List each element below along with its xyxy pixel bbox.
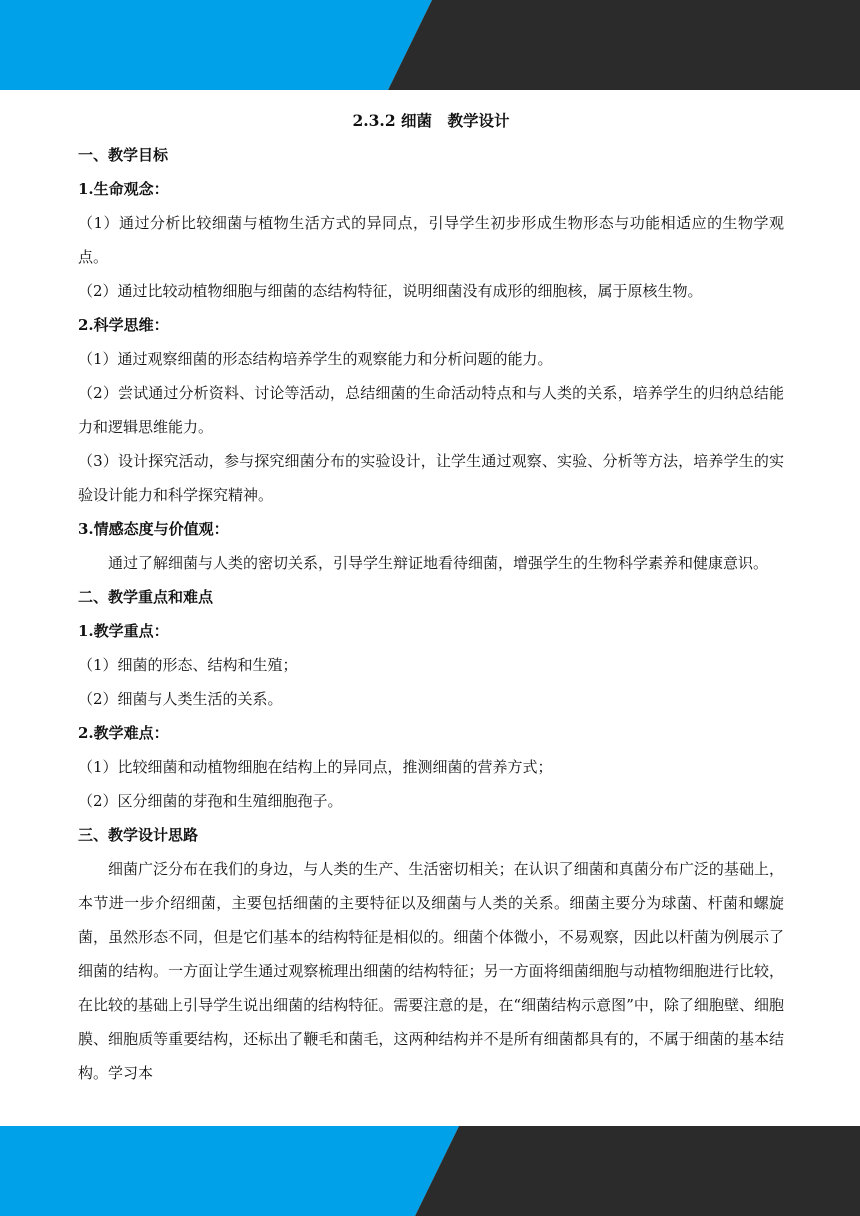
list-item: （1）通过分析比较细菌与植物生活方式的异同点，引导学生初步形成生物形态与功能相适应的生物学观点。 bbox=[78, 214, 784, 266]
header-dark-shape bbox=[388, 0, 860, 90]
list-item: （2）细菌与人类生活的关系。 bbox=[78, 690, 283, 708]
list-item: （1）细菌的形态、结构和生殖； bbox=[78, 656, 298, 674]
list-item: （2）区分细菌的芽孢和生殖细胞孢子。 bbox=[78, 792, 343, 810]
list-item: （2）尝试通过分析资料、讨论等活动，总结细菌的生命活动特点和与人类的关系，培养学生的归纳总结能力和逻辑思维能力。 bbox=[78, 384, 784, 436]
list-item: （1）通过观察细菌的形态结构培养学生的观察能力和分析问题的能力。 bbox=[78, 350, 553, 368]
footer-blue-shape bbox=[0, 1126, 459, 1216]
document-title: 2.3.2 细菌 教学设计 bbox=[352, 111, 510, 130]
list-item: （2）通过比较动植物细胞与细菌的态结构特征，说明细菌没有成形的细胞核，属于原核生物。 bbox=[78, 282, 703, 300]
header-blue-shape bbox=[0, 0, 432, 90]
list-item: （3）设计探究活动，参与探究细菌分布的实验设计，让学生通过观察、实验、分析等方法，培养学生的实验设计能力和科学探究精神。 bbox=[78, 452, 784, 504]
subsection-heading: 2.科学思维： bbox=[78, 316, 169, 334]
document-body bbox=[78, 104, 784, 1090]
subsection-heading: 2.教学难点： bbox=[78, 724, 169, 742]
subsection-heading: 1.教学重点： bbox=[78, 622, 169, 640]
paragraph: 通过了解细菌与人类的密切关系，引导学生辩证地看待细菌，增强学生的生物科学素养和健康意识。 bbox=[108, 554, 769, 572]
section-heading: 一、教学目标 bbox=[78, 146, 169, 164]
section-heading: 二、教学重点和难点 bbox=[78, 588, 214, 606]
footer-dark-shape bbox=[415, 1126, 860, 1216]
footer-band bbox=[0, 1126, 860, 1216]
section-heading: 三、教学设计思路 bbox=[78, 826, 199, 844]
subsection-heading: 3.情感态度与价值观： bbox=[78, 520, 229, 538]
subsection-heading: 1.生命观念： bbox=[78, 180, 169, 198]
list-item: （1）比较细菌和动植物细胞在结构上的异同点，推测细菌的营养方式； bbox=[78, 758, 553, 776]
paragraph: 细菌广泛分布在我们的身边，与人类的生产、生活密切相关；在认识了细菌和真菌分布广泛的基础上，本节进一步介绍细菌，主要包括细菌的主要特征以及细菌与人类的关系。细菌主要分为球菌、杆菌和螺旋菌，虽然形态不同，但是它们基本的结构特征是相似的。细菌个体微小，不易观察，因此以杆菌为例展示了细菌的结构。一方面让学生通过观察梳理出细菌的结构特征；另一方面将细菌细胞与动植物细胞进行比较，在比较的基础上引导学生说出细菌的结构特征。需要注意的是，在“细菌结构示意图”中，除了细胞壁、细胞膜、细胞质等重要结构，还标出了鞭毛和菌毛，这两种结构并不是所有细菌都具有的，不属于细菌的基本结构。学习本 bbox=[78, 860, 784, 1082]
header-band bbox=[0, 0, 860, 90]
